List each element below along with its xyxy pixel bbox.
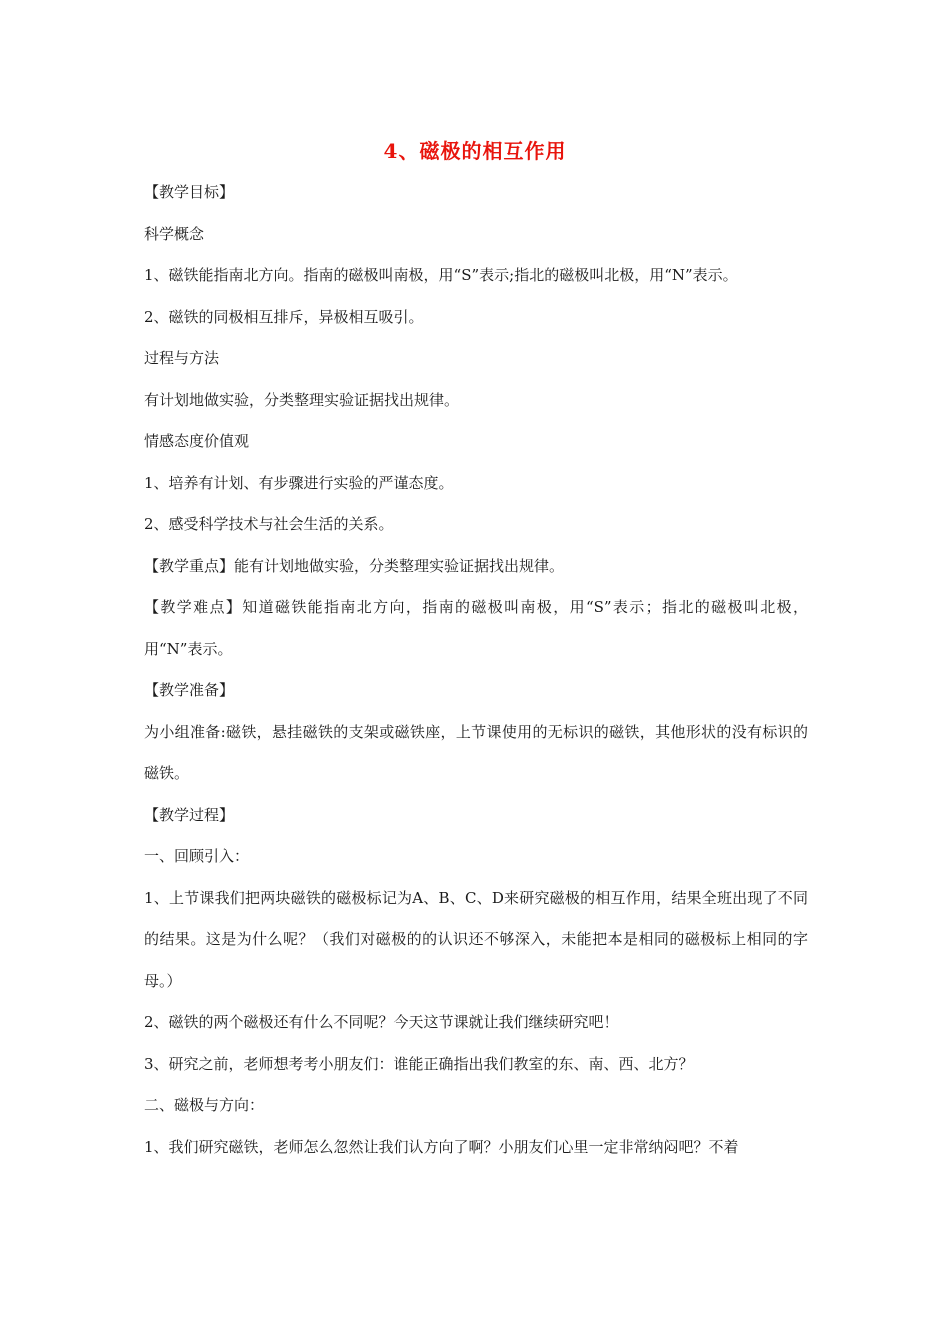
paragraph: 1、磁铁能指南北方向。指南的磁极叫南极，用“S”表示;指北的磁极叫北极，用“N”表示。 <box>144 266 738 284</box>
subheading-science-concepts: 科学概念 <box>144 224 205 243</box>
paragraph: 2、磁铁的两个磁极还有什么不同呢？今天这节课就让我们继续研究吧！ <box>144 1013 619 1031</box>
paragraph-difficulties: 【教学难点】知道磁铁能指南北方向，指南的磁极叫南极，用“S”表示；指北的磁极叫北极，用“N”表示。 <box>144 598 808 658</box>
document-body <box>144 172 808 1168</box>
paragraph: 1、上节课我们把两块磁铁的磁极标记为A、B、C、D来研究磁极的相互作用，结果全班出现了不同的结果。这是为什么呢？（我们对磁极的的认识还不够深入，未能把本是相同的磁极标上相同的字母。） <box>144 888 808 990</box>
section-heading-process: 【教学过程】 <box>144 805 235 824</box>
paragraph: 2、感受科学技术与社会生活的关系。 <box>144 515 394 533</box>
paragraph: 有计划地做实验，分类整理实验证据找出规律。 <box>144 390 460 409</box>
document-title: 4、磁极的相互作用 <box>383 139 567 163</box>
paragraph-key-points: 【教学重点】能有计划地做实验，分类整理实验证据找出规律。 <box>144 556 565 575</box>
section-heading-objectives: 【教学目标】 <box>144 183 235 201</box>
paragraph: 2、磁铁的同极相互排斥，异极相互吸引。 <box>144 307 424 326</box>
subheading-review: 一、回顾引入： <box>144 847 250 865</box>
paragraph: 1、我们研究磁铁，老师怎么忽然让我们认方向了啊？小朋友们心里一定非常纳闷吧？不着 <box>144 1137 739 1156</box>
paragraph: 为小组准备:磁铁，悬挂磁铁的支架或磁铁座，上节课使用的无标识的磁铁，其他形状的没有标识的磁铁。 <box>144 722 808 782</box>
paragraph: 1、培养有计划、有步骤进行实验的严谨态度。 <box>144 473 454 492</box>
subheading-process-methods: 过程与方法 <box>144 349 220 367</box>
subheading-attitudes-values: 情感态度价值观 <box>144 432 250 450</box>
section-heading-preparation: 【教学准备】 <box>144 681 235 699</box>
subheading-poles-direction: 二、磁极与方向： <box>144 1096 265 1114</box>
paragraph: 3、研究之前，老师想考考小朋友们：谁能正确指出我们教室的东、南、西、北方？ <box>144 1054 694 1073</box>
